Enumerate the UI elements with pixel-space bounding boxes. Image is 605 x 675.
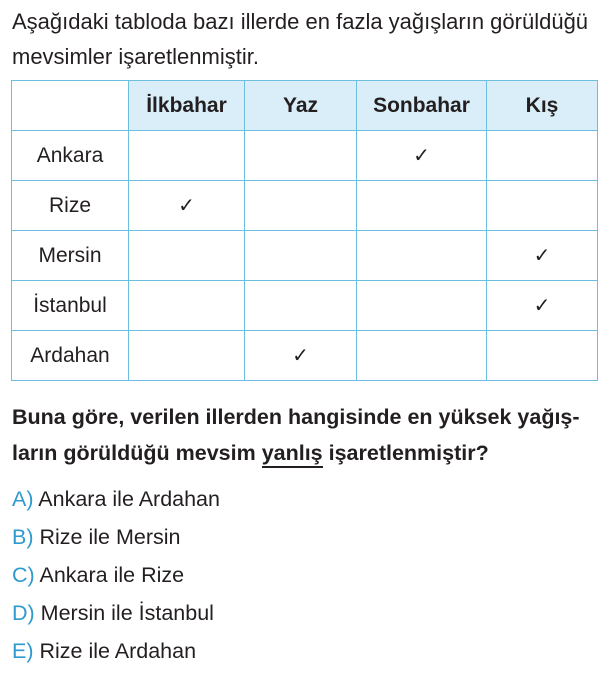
option-letter: B) xyxy=(12,525,34,549)
option-letter: E) xyxy=(12,639,34,663)
season-cell xyxy=(129,281,245,331)
option-letter: C) xyxy=(12,563,35,587)
header-corner-cell xyxy=(12,81,129,131)
season-cell xyxy=(245,281,357,331)
option-text: Ankara ile Ardahan xyxy=(38,487,220,511)
table-header-row xyxy=(12,81,598,131)
header-yaz: Yaz xyxy=(245,81,357,131)
question-line-2-start: ların görüldüğü mevsim xyxy=(12,441,262,465)
option-text: Rize ile Mersin xyxy=(39,525,181,549)
season-cell xyxy=(357,281,487,331)
season-cell xyxy=(357,181,487,231)
season-cell xyxy=(129,181,245,231)
table-row xyxy=(12,181,598,231)
checkmark-icon: ✓ xyxy=(533,293,551,317)
option-letter: D) xyxy=(12,601,35,625)
checkmark-icon: ✓ xyxy=(178,193,195,217)
season-cell xyxy=(357,131,487,181)
checkmark-icon: ✓ xyxy=(533,243,551,267)
option-letter: A) xyxy=(12,487,34,511)
question-line-1: Buna göre, verilen illerden hangisinde en yüksek yağış- xyxy=(12,405,580,429)
question-line-2-end: işaretlenmiştir? xyxy=(322,441,489,465)
season-cell xyxy=(357,331,487,381)
season-cell xyxy=(129,331,245,381)
table-row xyxy=(12,281,598,331)
question-line-2 xyxy=(12,435,604,471)
city-name-cell: İstanbul xyxy=(12,281,129,331)
header-ilkbahar: İlkbahar xyxy=(129,81,245,131)
option-d[interactable] xyxy=(12,594,220,632)
checkmark-icon: ✓ xyxy=(292,343,309,367)
season-cell xyxy=(487,331,598,381)
season-cell xyxy=(487,181,598,231)
city-name-cell: Ankara xyxy=(12,131,129,181)
option-text: Mersin ile İstanbul xyxy=(40,601,214,625)
question-intro xyxy=(12,4,602,74)
season-cell xyxy=(487,281,598,331)
season-cell xyxy=(245,331,357,381)
season-cell xyxy=(245,231,357,281)
table-row xyxy=(12,131,598,181)
city-name-cell: Rize xyxy=(12,181,129,231)
option-text: Ankara ile Rize xyxy=(39,563,185,587)
option-e[interactable] xyxy=(12,632,220,670)
table-row xyxy=(12,331,598,381)
season-cell xyxy=(487,231,598,281)
rainfall-season-table xyxy=(11,80,598,381)
answer-options xyxy=(12,480,220,670)
season-cell xyxy=(357,231,487,281)
season-cell xyxy=(129,231,245,281)
option-text: Rize ile Ardahan xyxy=(39,639,197,663)
city-name-cell: Ardahan xyxy=(12,331,129,381)
header-kis: Kış xyxy=(487,81,598,131)
season-cell xyxy=(129,131,245,181)
season-cell xyxy=(245,181,357,231)
header-sonbahar: Sonbahar xyxy=(357,81,487,131)
underlined-word: yanlış xyxy=(262,441,323,468)
city-name-cell: Mersin xyxy=(12,231,129,281)
intro-line-1: Aşağıdaki tabloda bazı illerde en fazla yağışların görüldüğü xyxy=(12,9,589,34)
checkmark-icon: ✓ xyxy=(413,143,430,167)
table-row xyxy=(12,231,598,281)
option-b[interactable] xyxy=(12,518,220,556)
question-stem xyxy=(12,399,604,471)
season-cell xyxy=(487,131,598,181)
season-cell xyxy=(245,131,357,181)
option-a[interactable] xyxy=(12,480,220,518)
option-c[interactable] xyxy=(12,556,220,594)
intro-line-2: mevsimler işaretlenmiştir. xyxy=(12,44,259,69)
